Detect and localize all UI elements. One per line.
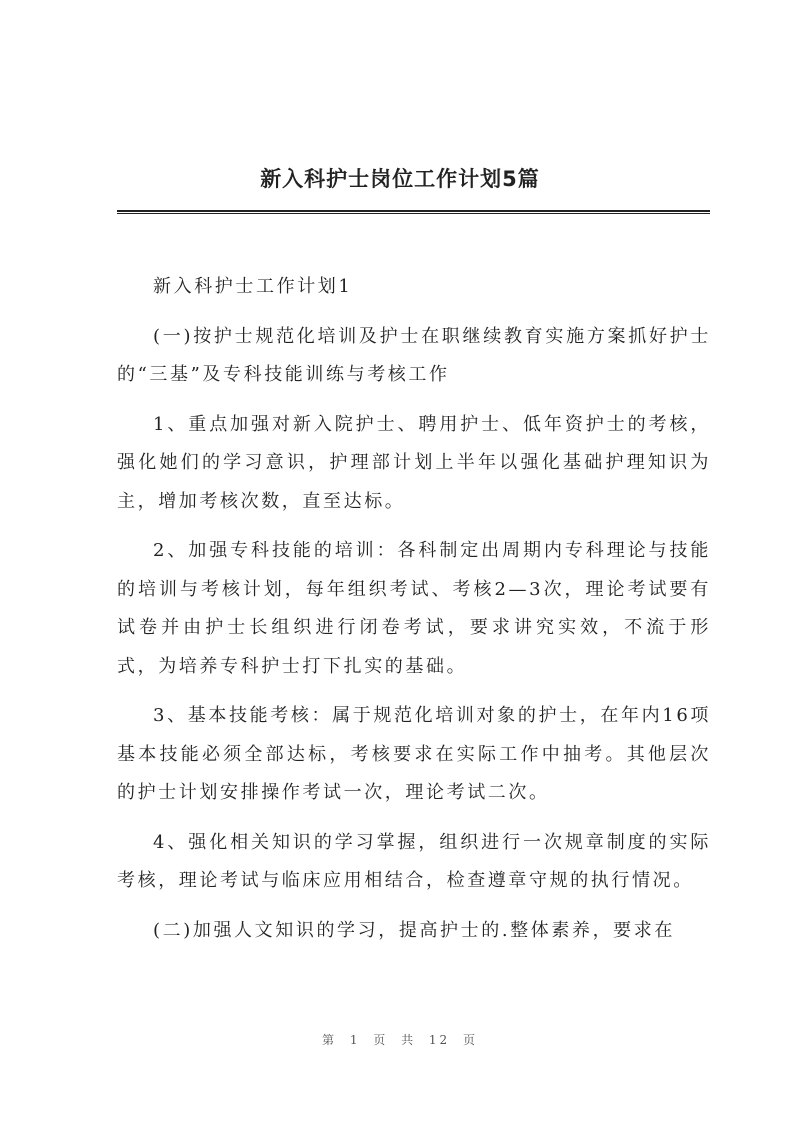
paragraph-section-1: (一)按护士规范化培训及护士在职继续教育实施方案抓好护士的“三基”及专科技能训练与考核工作	[117, 325, 711, 385]
document-body	[117, 268, 711, 950]
paragraph-heading: 新入科护士工作计划1	[153, 276, 353, 297]
paragraph-item-2: 2、加强专科技能的培训：各科制定出周期内专科理论与技能的培训与考核计划，每年组织考试、考核2—3次，理论考试要有试卷并由护士长组织进行闭卷考试，要求讲究实效，不流于形式，为培养专科护士打下扎实的基础。	[117, 540, 711, 677]
document-title: 新入科护士岗位工作计划5篇	[260, 167, 540, 191]
paragraph-item-1: 1、重点加强对新入院护士、聘用护士、低年资护士的考核，强化她们的学习意识，护理部计划上半年以强化基础护理知识为主，增加考核次数，直至达标。	[117, 413, 711, 512]
title-divider	[117, 210, 710, 214]
paragraph-section-2: (二)加强人文知识的学习，提高护士的.整体素养，要求在	[153, 919, 675, 941]
paragraph-item-4: 4、强化相关知识的学习掌握，组织进行一次规章制度的实际考核，理论考试与临床应用相结合，检查遵章守规的执行情况。	[117, 831, 711, 891]
paragraph-item-3: 3、基本技能考核：属于规范化培训对象的护士，在年内16项基本技能必须全部达标，考核要求在实际工作中抽考。其他层次的护士计划安排操作考试一次，理论考试二次。	[117, 705, 711, 803]
page-footer: 第 1 页 共 12 页	[322, 1033, 478, 1047]
